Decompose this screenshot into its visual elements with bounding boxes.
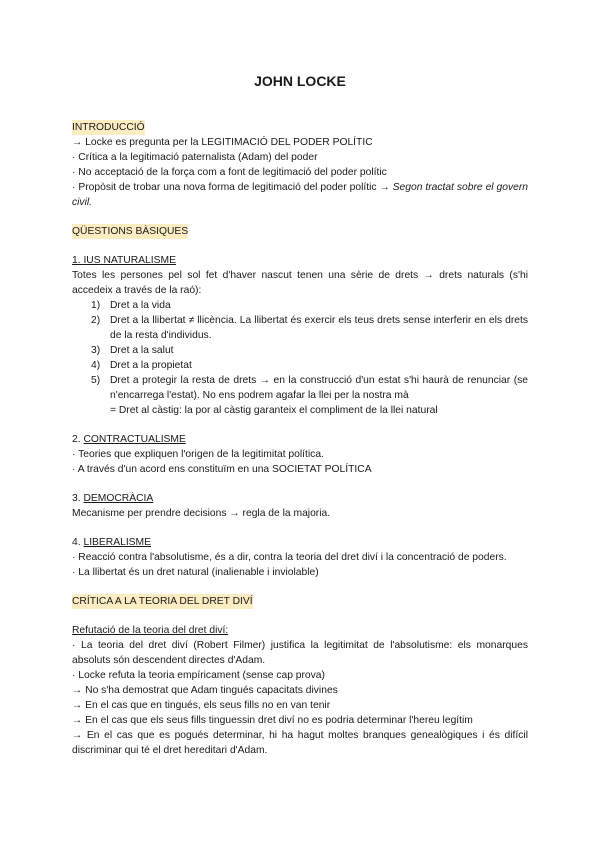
basic-heading: QÜESTIONS BÀSIQUES [72, 226, 189, 237]
liberal-line: · Reacció contra l'absolutisme, és a dir, contra la teoria del dret diví i la concentració de poders. [72, 552, 507, 563]
intro-line: · No acceptació de la força com a font de legitimació del poder polític [72, 167, 387, 178]
critique-section-heading [72, 594, 528, 609]
critique-line: · La teoria del dret diví (Robert Filmer) justifica la legitimitat de l'absolutisme: els monarques absoluts són descendent directes d'Adam. [72, 640, 528, 666]
list-item: 4) Dret a la propietat [91, 360, 192, 371]
liberal-heading: 4. LIBERALISME [72, 537, 151, 548]
intro-line: → Locke es pregunta per la LEGITIMACIÓ DEL PODER POLÍTIC [72, 137, 373, 148]
intro-purpose [72, 180, 528, 210]
critique-subheading: Refutació de la teoria del dret diví: [72, 625, 229, 636]
critique-line: · Locke refuta la teoria empíricament (sense cap prova) [72, 670, 325, 681]
critique-line: → En el cas que els seus fills tinguessin dret diví no es podria determinar l'hereu legítim [72, 715, 473, 726]
intro-heading: INTRODUCCIÓ [72, 122, 145, 133]
document-content [72, 72, 528, 758]
contract-line: · Teories que expliquen l'origen de la legitimitat política. [72, 449, 324, 460]
democracy-line: Mecanisme per prendre decisions → regla de la majoria. [72, 508, 331, 519]
document-title: JOHN LOCKE [254, 73, 346, 89]
critique-line: → En el cas que en tingués, els seus fills no en van tenir [72, 700, 331, 711]
list-item: 1) Dret a la vida [91, 300, 171, 311]
intro-section-heading [72, 120, 528, 135]
intro-line: · Crítica a la legitimació paternalista (Adam) del poder [72, 152, 318, 163]
list-item: 5) Dret a protegir la resta de drets → en la construcció d'un estat s'hi haurà de renunciar (se n'encarrega l'estat). No ens podrem agafar la llei per la nostra mà [91, 375, 528, 401]
liberal-line: · La llibertat és un dret natural (inalienable i inviolable) [72, 567, 319, 578]
ius-intro: Totes les persones pel sol fet d'haver nascut tenen una sèrie de drets → drets naturals (s'hi accedeix a través de la raó): [72, 270, 528, 296]
punishment-note: = Dret al càstig: la por al càstig garanteix el compliment de la llei natural [110, 405, 438, 416]
critique-line: → No s'ha demostrat que Adam tingués capacitats divines [72, 685, 338, 696]
ius-heading: 1. IUS NATURALISME [72, 255, 176, 266]
intro-purpose-book: Segon tractat sobre el govern civil. [72, 182, 528, 208]
critique-line: → En el cas que es pogués determinar, hi ha hagut moltes branques genealògiques i és difícil discriminar qui té el dret hereditari d'Adam. [72, 730, 528, 756]
list-item: 3) Dret a la salut [91, 345, 174, 356]
contract-heading: 2. CONTRACTUALISME [72, 434, 186, 445]
intro-purpose-text: · Propòsit de trobar una nova forma de legitimació del poder polític → [72, 182, 390, 193]
basic-section-heading [72, 224, 528, 239]
contract-line: · A través d'un acord ens constituïm en una SOCIETAT POLÍTICA [72, 464, 372, 475]
critique-heading: CRÍTICA A LA TEORIA DEL DRET DIVÍ [72, 596, 253, 607]
natural-rights-list [72, 298, 528, 403]
list-item: 2) Dret a la llibertat ≠ llicència. La llibertat és exercir els teus drets sense interferir en els drets de la resta d'individus. [91, 315, 528, 341]
democracy-heading: 3. DEMOCRÀCIA [72, 493, 154, 504]
